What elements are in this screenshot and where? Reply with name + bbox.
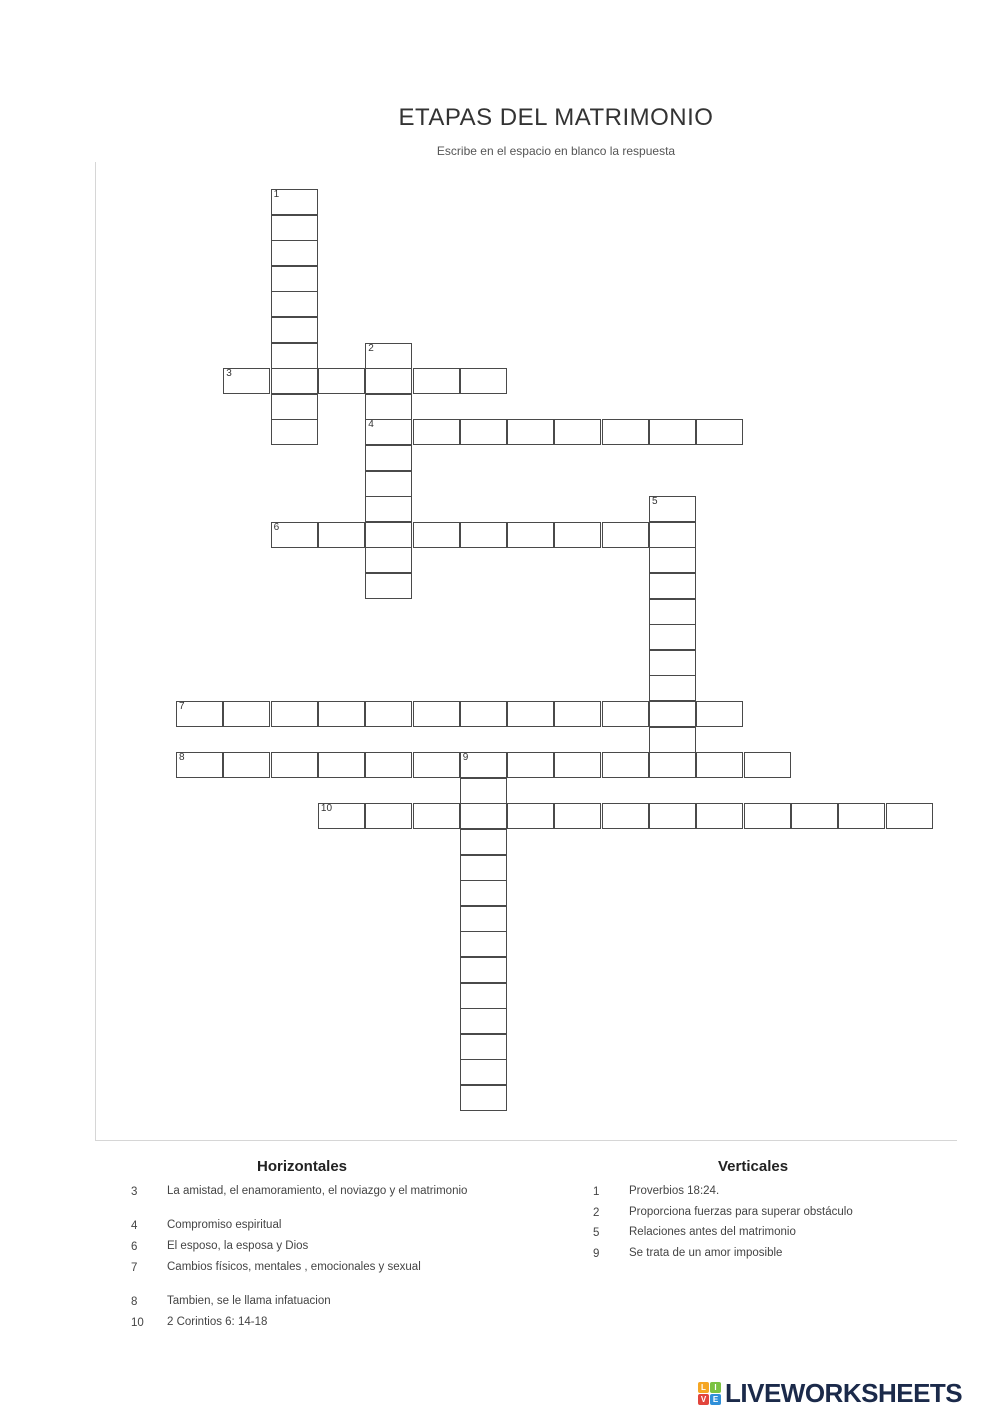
crossword-cell[interactable] [365, 419, 412, 445]
clue-number: 10 [131, 1317, 144, 1329]
crossword-cell[interactable] [649, 419, 696, 445]
crossword-cell[interactable] [365, 522, 412, 548]
crossword-cell[interactable] [413, 752, 460, 778]
crossword-cell[interactable] [554, 752, 601, 778]
clue-number: 5 [593, 1227, 600, 1239]
crossword-cell[interactable] [271, 266, 318, 292]
clue-text: Tambien, se le llama infatuacion [167, 1295, 331, 1307]
clue-text: Compromiso espiritual [167, 1219, 282, 1231]
crossword-cell[interactable] [696, 419, 743, 445]
crossword-cell[interactable] [460, 880, 507, 906]
crossword-cell[interactable] [554, 701, 601, 727]
crossword-cell[interactable] [649, 752, 696, 778]
crossword-cell[interactable] [413, 522, 460, 548]
crossword-cell[interactable] [365, 547, 412, 573]
crossword-cell[interactable] [413, 419, 460, 445]
crossword-cell[interactable] [744, 752, 791, 778]
logo-text: LIVEWORKSHEETS [725, 1377, 963, 1408]
crossword-cell[interactable] [507, 701, 554, 727]
verticales-heading: Verticales [718, 1158, 789, 1175]
frame-left-border [95, 162, 96, 1140]
crossword-cell[interactable] [271, 317, 318, 343]
crossword-cell[interactable] [271, 752, 318, 778]
crossword-cell[interactable] [460, 855, 507, 881]
crossword-cell[interactable] [791, 803, 838, 829]
crossword-cell[interactable] [413, 701, 460, 727]
crossword-cell[interactable] [460, 1059, 507, 1085]
crossword-cell[interactable] [271, 343, 318, 369]
crossword-cell[interactable] [365, 573, 412, 599]
crossword-cell[interactable] [838, 803, 885, 829]
crossword-cell[interactable] [507, 522, 554, 548]
crossword-cell[interactable] [460, 701, 507, 727]
crossword-cell[interactable] [602, 419, 649, 445]
logo-icon-l: L [698, 1382, 709, 1393]
logo-icon-e: E [710, 1394, 721, 1405]
clue-text: Cambios físicos, mentales , emocionales y sexual [167, 1261, 421, 1273]
crossword-cell[interactable] [649, 624, 696, 650]
crossword-cell[interactable] [602, 701, 649, 727]
crossword-cell[interactable] [460, 419, 507, 445]
clue-text: Relaciones antes del matrimonio [629, 1226, 796, 1238]
crossword-cell[interactable] [271, 419, 318, 445]
crossword-cell[interactable] [602, 803, 649, 829]
cell-number: 10 [320, 803, 333, 815]
crossword-cell[interactable] [649, 573, 696, 599]
crossword-cell[interactable] [696, 803, 743, 829]
crossword-cell[interactable] [507, 419, 554, 445]
logo-icon-v: V [698, 1394, 709, 1405]
crossword-cell[interactable] [318, 752, 365, 778]
clue-number: 4 [131, 1220, 138, 1232]
crossword-cell[interactable] [176, 701, 223, 727]
liveworksheets-logo [698, 1378, 962, 1408]
crossword-cell[interactable] [413, 368, 460, 394]
crossword-cell[interactable] [744, 803, 791, 829]
logo-icon-i: I [710, 1382, 721, 1393]
crossword-cell[interactable] [318, 701, 365, 727]
crossword-cell[interactable] [649, 599, 696, 625]
crossword-cell[interactable] [365, 471, 412, 497]
cell-number: 2 [368, 342, 374, 354]
crossword-cell[interactable] [318, 803, 365, 829]
clue-text: Proporciona fuerzas para superar obstáculo [629, 1206, 853, 1218]
worksheet-subtitle: Escribe en el espacio en blanco la respuesta [436, 144, 676, 158]
crossword-cell[interactable] [271, 394, 318, 420]
crossword-cell[interactable] [460, 983, 507, 1009]
clue-text: Se trata de un amor imposible [629, 1247, 783, 1259]
cell-number: 4 [368, 419, 374, 431]
crossword-cell[interactable] [460, 778, 507, 804]
crossword-cell[interactable] [649, 803, 696, 829]
cell-number: 1 [273, 189, 280, 200]
crossword-cell[interactable] [365, 445, 412, 471]
crossword-cell[interactable] [271, 701, 318, 727]
crossword-cell[interactable] [318, 368, 365, 394]
clue-number: 7 [131, 1262, 138, 1274]
crossword-cell[interactable] [176, 752, 223, 778]
crossword-cell[interactable] [649, 650, 696, 676]
crossword-cell[interactable] [602, 522, 649, 548]
clue-number: 6 [131, 1241, 138, 1253]
crossword-cell[interactable] [365, 701, 412, 727]
crossword-cell[interactable] [460, 957, 507, 983]
clue-text: El esposo, la esposa y Dios [167, 1240, 309, 1252]
clue-text: Proverbios 18:24. [629, 1185, 720, 1197]
crossword-cell[interactable] [460, 1034, 507, 1060]
crossword-cell[interactable] [365, 343, 412, 369]
crossword-cell[interactable] [554, 522, 601, 548]
crossword-cell[interactable] [365, 496, 412, 522]
crossword-cell[interactable] [271, 189, 318, 215]
clue-number: 2 [593, 1207, 600, 1219]
crossword-cell[interactable] [460, 752, 507, 778]
crossword-cell[interactable] [649, 547, 696, 573]
worksheet-title: ETAPAS DEL MATRIMONIO [398, 104, 714, 131]
crossword-cell[interactable] [460, 1085, 507, 1111]
crossword-cell[interactable] [507, 803, 554, 829]
crossword-cell[interactable] [649, 496, 696, 522]
cell-number: 7 [179, 701, 185, 712]
clue-number: 9 [593, 1248, 600, 1260]
crossword-cell[interactable] [223, 368, 270, 394]
crossword-cell[interactable] [460, 829, 507, 855]
clue-text: La amistad, el enamoramiento, el noviazgo y el matrimonio [167, 1185, 468, 1197]
crossword-cell[interactable] [649, 522, 696, 548]
crossword-cell[interactable] [460, 906, 507, 932]
crossword-cell[interactable] [271, 291, 318, 317]
crossword-cell[interactable] [460, 1008, 507, 1034]
crossword-cell[interactable] [271, 240, 318, 266]
crossword-cell[interactable] [649, 727, 696, 753]
cell-number: 5 [652, 496, 658, 508]
crossword-cell[interactable] [460, 931, 507, 957]
crossword-cell[interactable] [223, 701, 270, 727]
crossword-cell[interactable] [365, 803, 412, 829]
crossword-cell[interactable] [460, 368, 507, 394]
clue-across-3 [131, 1185, 531, 1211]
cell-number: 6 [273, 521, 280, 533]
logo-icon [698, 1382, 721, 1405]
crossword-cell[interactable] [554, 419, 601, 445]
crossword-cell[interactable] [649, 675, 696, 701]
crossword-cell[interactable] [554, 803, 601, 829]
cell-number: 3 [226, 368, 232, 380]
cell-number: 9 [462, 752, 469, 764]
crossword-cell[interactable] [602, 752, 649, 778]
crossword-cell[interactable] [271, 368, 318, 394]
crossword-cell[interactable] [696, 701, 743, 727]
crossword-cell[interactable] [271, 522, 318, 548]
crossword-cell[interactable] [318, 522, 365, 548]
clue-number: 3 [131, 1186, 138, 1198]
crossword-cell[interactable] [413, 803, 460, 829]
frame-bottom-border [95, 1140, 957, 1141]
clue-text: 2 Corintios 6: 14-18 [167, 1316, 268, 1328]
clue-number: 8 [131, 1296, 138, 1308]
crossword-cell[interactable] [460, 522, 507, 548]
crossword-cell[interactable] [365, 394, 412, 420]
crossword-cell[interactable] [460, 803, 507, 829]
horizontales-heading: Horizontales [257, 1158, 348, 1175]
crossword-cell[interactable] [649, 701, 696, 727]
crossword-cell[interactable] [365, 752, 412, 778]
crossword-cell[interactable] [886, 803, 933, 829]
crossword-cell[interactable] [271, 215, 318, 241]
cell-number: 8 [179, 752, 185, 764]
crossword-cell[interactable] [365, 368, 412, 394]
crossword-cell[interactable] [223, 752, 270, 778]
crossword-cell[interactable] [696, 752, 743, 778]
crossword-cell[interactable] [507, 752, 554, 778]
clue-number: 1 [593, 1186, 600, 1198]
